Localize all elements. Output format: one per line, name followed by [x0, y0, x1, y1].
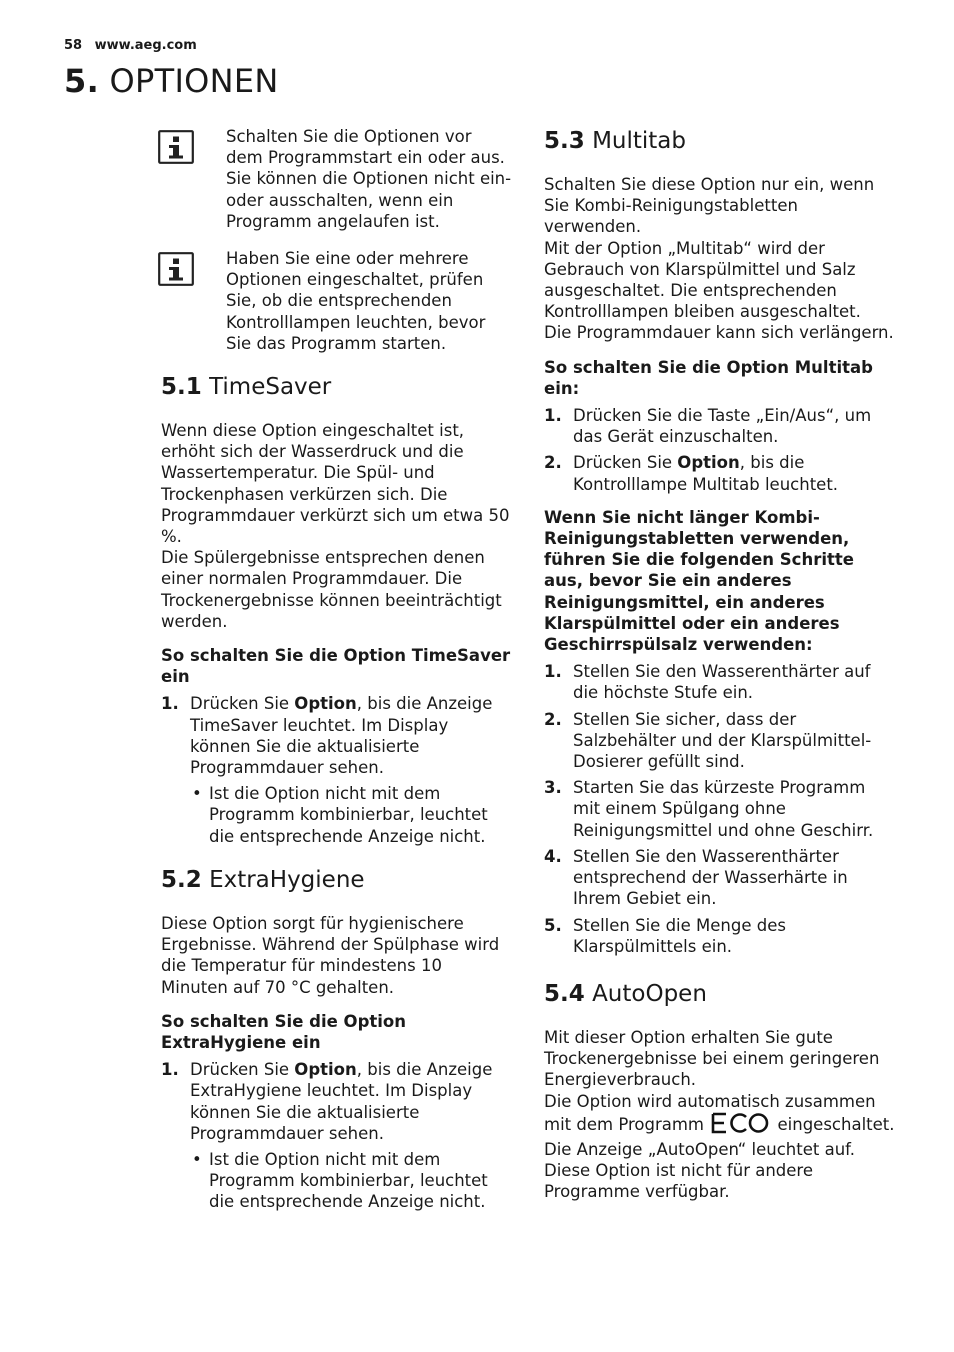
step-text: Drücken Sie die Taste „Ein/Aus“, um das Gerät einzuschalten.: [573, 406, 872, 447]
subheading: So schalten Sie die Option TimeSaver ein: [161, 646, 511, 687]
step-number: 5.: [544, 915, 562, 935]
subheading: Wenn Sie nicht länger Kombi-Reinigungstabletten verwenden, führen Sie die folgenden Schritte aus, bevor Sie ein anderes Reinigungsmittel, ein anderes Klarspülmittel oder ein anderes Geschirrspülsalz verwenden:: [544, 507, 854, 655]
subheading: So schalten Sie die Option Multitab ein:: [544, 357, 873, 398]
step-number: 2.: [544, 453, 562, 473]
website-url[interactable]: www.aeg.com: [94, 38, 197, 53]
steps-list: [544, 405, 896, 495]
paragraph: Wenn diese Option eingeschaltet ist, erhöht sich der Wasserdruck und die Wassertemperatur. Die Spül- und Trockenphasen verkürzen sich. Die Programmdauer verkürzt sich um etwa 50 %.: [161, 421, 510, 547]
info-icon: [158, 130, 194, 164]
step-item: [544, 661, 896, 703]
step-item: [544, 846, 896, 910]
info-icon: [158, 252, 194, 286]
bullet-text: Ist die Option nicht mit dem Programm kombinierbar, leuchtet die entsprechende Anzeige nicht.: [209, 1149, 488, 1212]
steps-list: [161, 693, 513, 846]
section-title: AutoOpen: [592, 980, 707, 1007]
page-number: 58: [64, 38, 83, 53]
section-title: ExtraHygiene: [209, 866, 365, 893]
bullet-list: [190, 1149, 513, 1213]
step-item: [544, 777, 896, 841]
step-number: 1.: [161, 694, 179, 714]
step-item: [161, 693, 513, 846]
bullet-list: [190, 783, 513, 847]
bullet-item: [190, 1149, 513, 1213]
section-number: 5.2: [161, 866, 202, 893]
steps-list: [161, 1059, 513, 1212]
right-column: [544, 126, 896, 1216]
section-heading-autoopen: [544, 979, 896, 1009]
info-note-text: Haben Sie eine oder mehrere Optionen eingeschaltet, prüfen Sie, ob die entsprechenden Kontrolllampen leuchten, bevor Sie das Programm starten.: [226, 249, 486, 353]
section-number: 5.4: [544, 980, 585, 1007]
step-item: [544, 915, 896, 957]
eco-program-icon: [711, 1112, 769, 1139]
bullet-text: Ist die Option nicht mit dem Programm kombinierbar, leuchtet die entsprechende Anzeige nicht.: [209, 784, 488, 846]
step-text: Stellen Sie den Wasserenthärter entsprechend der Wasserhärte in Ihrem Gebiet ein.: [573, 846, 848, 909]
step-number: 2.: [544, 709, 562, 729]
bullet-item: [190, 783, 513, 847]
step-text: , bis die Anzeige TimeSaver leuchtet. Im Display können Sie die aktualisierte Programmdauer sehen.: [190, 694, 493, 778]
paragraph: Diese Option sorgt für hygienischere Ergebnisse. Während der Spülphase wird die Temperatur für mindestens 10 Minuten auf 70 °C gehalten.: [161, 913, 500, 997]
paragraph-text: Die Option wird automatisch zusammen mit dem Programm: [544, 1091, 876, 1134]
chapter-title: [64, 62, 279, 100]
step-item: [544, 452, 896, 494]
step-item: [544, 405, 896, 447]
section-number: 5.1: [161, 374, 202, 401]
step-number: 1.: [161, 1060, 179, 1080]
step-text: Drücken Sie: [190, 694, 295, 714]
step-number: 1.: [544, 406, 562, 426]
step-item: [161, 1059, 513, 1212]
section-heading-extrahygiene: [161, 865, 513, 895]
paragraph-text: eingeschaltet. Die Anzeige „AutoOpen“ leuchtet auf.: [544, 1114, 895, 1159]
paragraph: Mit der Option „Multitab“ wird der Gebrauch von Klarspülmittel und Salz ausgeschaltet. Die entsprechenden Kontrolllampen bleiben ausgeschaltet.: [544, 238, 861, 322]
info-note: [158, 126, 513, 232]
section-title: TimeSaver: [209, 374, 332, 401]
option-button-label: Option: [294, 1060, 357, 1080]
option-button-label: Option: [677, 453, 740, 473]
section-title: Multitab: [592, 128, 686, 154]
section-heading-timesaver: [161, 372, 513, 402]
step-text: Drücken Sie: [190, 1060, 295, 1080]
page-header: [64, 38, 197, 53]
option-button-label: Option: [294, 694, 357, 714]
chapter-title-text: OPTIONEN: [109, 62, 279, 100]
bullet-icon: •: [192, 784, 202, 804]
step-item: [544, 709, 896, 773]
step-number: 3.: [544, 778, 562, 798]
info-note-text: Schalten Sie die Optionen vor dem Programmstart ein oder aus. Sie können die Optionen nicht ein- oder ausschalten, wenn ein Programm angelaufen ist.: [226, 127, 512, 231]
step-number: 4.: [544, 846, 562, 866]
bullet-icon: •: [192, 1149, 202, 1169]
step-number: 1.: [544, 662, 562, 682]
step-text: Stellen Sie die Menge des Klarspülmittels ein.: [573, 915, 786, 956]
paragraph: Schalten Sie diese Option nur ein, wenn Sie Kombi-Reinigungstabletten verwenden.: [544, 175, 875, 237]
section-heading-multitab: [544, 126, 896, 156]
step-text: Starten Sie das kürzeste Programm mit einem Spülgang ohne Reinigungsmittel und ohne Geschirr.: [573, 778, 874, 840]
step-text: Stellen Sie den Wasserenthärter auf die höchste Stufe ein.: [573, 662, 871, 703]
steps-list: [544, 661, 896, 957]
subheading: So schalten Sie die Option ExtraHygiene ein: [161, 1011, 407, 1052]
step-text: , bis die Kontrolllampe Multitab leuchtet.: [573, 453, 839, 494]
step-text: Stellen Sie sicher, dass der Salzbehälter und der Klarspülmittel-Dosierer gefüllt sind.: [573, 709, 872, 772]
step-text: Drücken Sie: [573, 453, 678, 473]
section-number: 5.3: [544, 128, 585, 154]
paragraph: Mit dieser Option erhalten Sie gute Trockenergebnisse bei einem geringeren Energieverbrauch.: [544, 1027, 880, 1090]
paragraph: Die Spülergebnisse entsprechen denen einer normalen Programmdauer. Die Trockenergebnisse können beeinträchtigt werden.: [161, 548, 502, 631]
chapter-number: 5.: [64, 62, 100, 100]
paragraph: Diese Option ist nicht für andere Programme verfügbar.: [544, 1161, 813, 1202]
paragraph: [544, 1091, 896, 1161]
info-note: [158, 248, 513, 354]
paragraph: Die Programmdauer kann sich verlängern.: [544, 323, 894, 343]
step-text: , bis die Anzeige ExtraHygiene leuchtet. Im Display können Sie die aktualisierte Programmdauer sehen.: [190, 1060, 493, 1143]
left-column: [161, 126, 513, 1225]
